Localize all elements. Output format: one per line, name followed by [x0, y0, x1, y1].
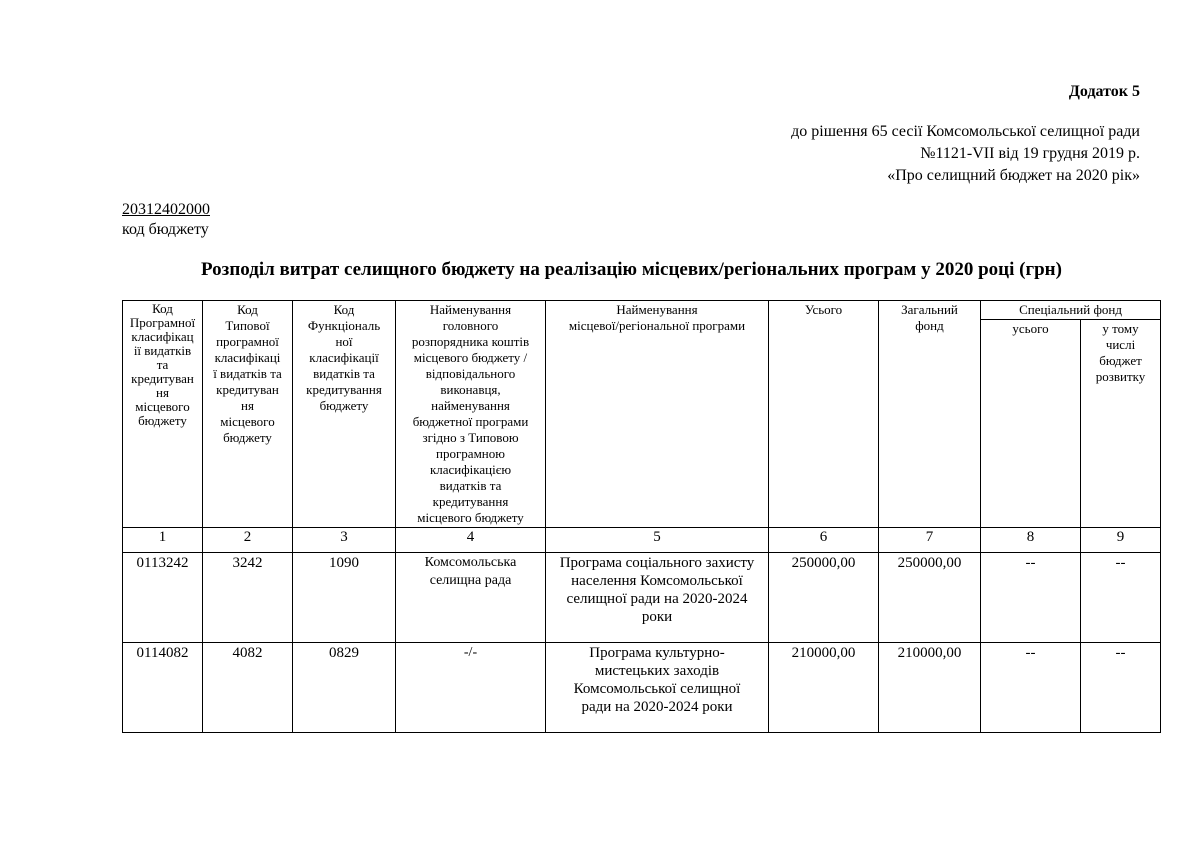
header-general-fund: Загальний фонд [879, 301, 981, 528]
header-program-code: Код Програмної класифікац ії видатків та кредитуван ня місцевого бюджету [123, 301, 203, 528]
program-expenditure-table [122, 300, 1161, 733]
table-row [123, 553, 1161, 643]
functional-code-cell: 1090 [293, 553, 396, 643]
column-number: 6 [769, 528, 879, 553]
header-special-fund: Спеціальний фонд [981, 301, 1161, 320]
column-number-row [123, 528, 1161, 553]
column-number: 4 [396, 528, 546, 553]
budget-code-block [122, 200, 210, 240]
header-manager-name: Найменування головного розпорядника коштів місцевого бюджету / відповідального виконавця, найменування бюджетної програми згідно з Типовою програмною класифікацією видатків та кредитування місцевого бюджету [396, 301, 546, 528]
manager-cell: Комсомольська селищна рада [396, 553, 546, 643]
header-special-total: усього [981, 320, 1081, 528]
annex-label: Додаток 5 [1068, 83, 1140, 100]
column-number: 8 [981, 528, 1081, 553]
special-total-cell: -- [981, 553, 1081, 643]
header-program-name: Найменування місцевої/регіональної програми [546, 301, 769, 528]
column-number: 7 [879, 528, 981, 553]
budget-code-number: 20312402000 [122, 201, 210, 218]
decision-line: №1121-VII від 19 грудня 2019 р. [920, 145, 1140, 162]
header-total: Усього [769, 301, 879, 528]
decision-reference [791, 121, 1140, 187]
program-name-cell: Програма культурно- мистецьких заходів Комсомольської селищної ради на 2020-2024 роки [546, 643, 769, 733]
program-name-cell: Програма соціального захисту населення Комсомольської селищної ради на 2020-2024 роки [546, 553, 769, 643]
column-number: 9 [1081, 528, 1161, 553]
decision-line: «Про селищний бюджет на 2020 рік» [887, 167, 1140, 184]
total-cell: 210000,00 [769, 643, 879, 733]
column-number: 5 [546, 528, 769, 553]
column-number: 2 [203, 528, 293, 553]
document-title: Розподіл витрат селищного бюджету на реалізацію місцевих/регіональних програм у 2020 році (грн) [201, 259, 1062, 280]
table-row [123, 643, 1161, 733]
program-code-cell: 0114082 [123, 643, 203, 733]
development-budget-cell: -- [1081, 553, 1161, 643]
budget-code-label: код бюджету [122, 221, 209, 238]
special-total-cell: -- [981, 643, 1081, 733]
general-fund-cell: 250000,00 [879, 553, 981, 643]
development-budget-cell: -- [1081, 643, 1161, 733]
header-development-budget: у тому числі бюджет розвитку [1081, 320, 1161, 528]
functional-code-cell: 0829 [293, 643, 396, 733]
header-typical-code: Код Типової програмної класифікаці ї видатків та кредитуван ня місцевого бюджету [203, 301, 293, 528]
decision-line: до рішення 65 сесії Комсомольської селищної ради [791, 123, 1140, 140]
total-cell: 250000,00 [769, 553, 879, 643]
typical-code-cell: 3242 [203, 553, 293, 643]
table-header-row [123, 301, 1161, 320]
general-fund-cell: 210000,00 [879, 643, 981, 733]
program-code-cell: 0113242 [123, 553, 203, 643]
manager-cell: -/- [396, 643, 546, 733]
header-functional-code: Код Функціональ ної класифікації видатків та кредитування бюджету [293, 301, 396, 528]
column-number: 3 [293, 528, 396, 553]
column-number: 1 [123, 528, 203, 553]
typical-code-cell: 4082 [203, 643, 293, 733]
